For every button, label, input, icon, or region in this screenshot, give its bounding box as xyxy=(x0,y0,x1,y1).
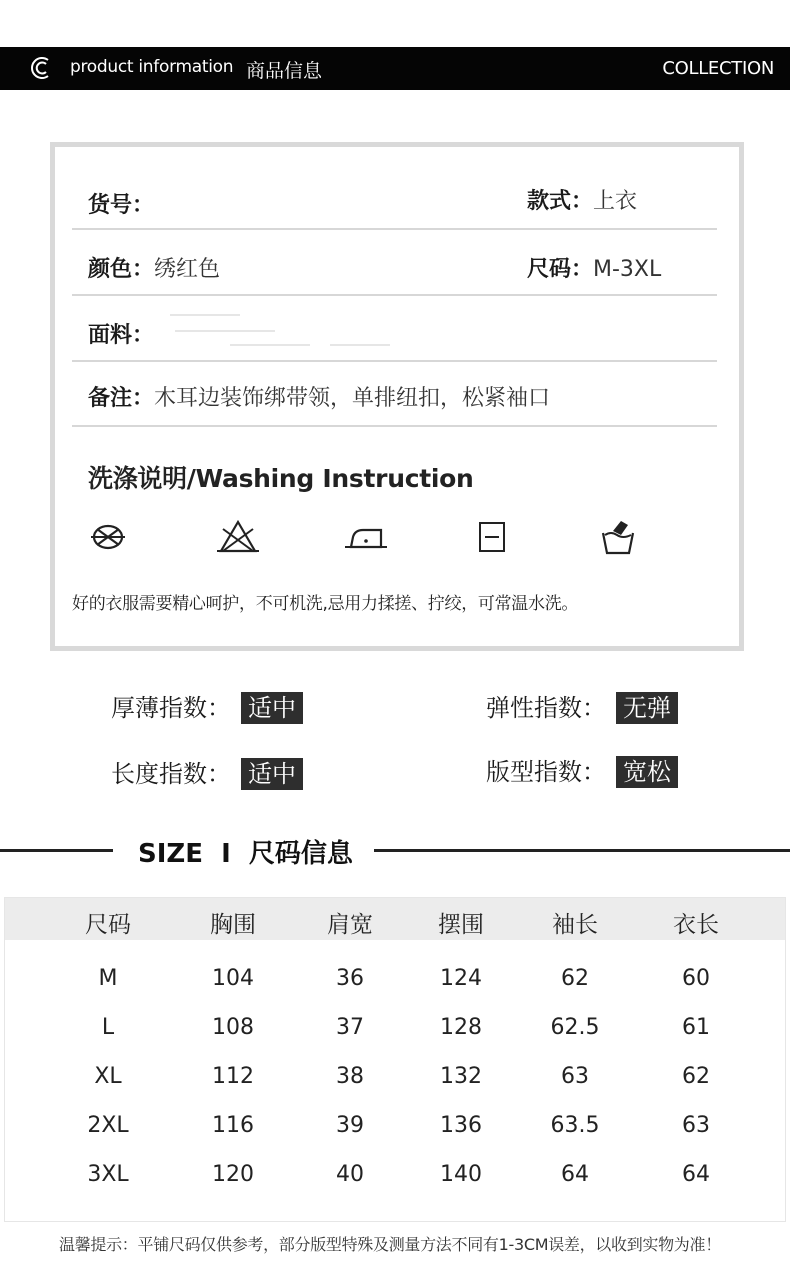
brand-logo-icon xyxy=(29,55,55,81)
size-label: 尺码： xyxy=(527,257,594,282)
size-title-left-rule xyxy=(0,849,113,852)
fit-label: 版型指数： xyxy=(486,758,606,786)
header-english-title: product information xyxy=(70,57,234,77)
color-value: 绣红色 xyxy=(154,257,221,282)
table-cell: 108 xyxy=(212,1015,254,1040)
table-cell: 116 xyxy=(212,1113,254,1138)
info-row-color-size xyxy=(72,230,717,296)
header-chinese-title: 商品信息 xyxy=(246,60,323,82)
column-header: 袖长 xyxy=(552,912,598,938)
info-row-fabric xyxy=(72,296,717,362)
thickness-badge: 适中 xyxy=(241,692,303,724)
table-cell: 112 xyxy=(212,1064,254,1089)
table-cell: 36 xyxy=(336,966,364,991)
fabric-value-blurred xyxy=(170,310,410,346)
fit-index xyxy=(486,752,678,788)
length-label: 长度指数： xyxy=(111,760,231,788)
thickness-index xyxy=(111,688,303,724)
table-cell: 64 xyxy=(561,1162,589,1187)
table-cell: 60 xyxy=(682,966,710,991)
table-cell: 62.5 xyxy=(550,1015,600,1040)
iron-icon xyxy=(343,517,389,557)
table-cell: 140 xyxy=(440,1162,482,1187)
table-cell: 63 xyxy=(561,1064,589,1089)
hand-wash-icon xyxy=(595,517,641,557)
table-cell: 136 xyxy=(440,1113,482,1138)
table-cell: 37 xyxy=(336,1015,364,1040)
column-header: 摆围 xyxy=(438,912,484,938)
fabric-label: 面料： xyxy=(88,323,155,348)
style-label: 款式： xyxy=(527,189,594,214)
elasticity-index xyxy=(486,688,678,724)
header-bar xyxy=(0,47,790,90)
column-header: 尺码 xyxy=(85,912,131,938)
thickness-label: 厚薄指数： xyxy=(111,694,231,722)
size-table-header xyxy=(5,898,785,940)
table-cell: 64 xyxy=(682,1162,710,1187)
table-cell: 63.5 xyxy=(550,1113,600,1138)
table-cell: 124 xyxy=(440,966,482,991)
header-collection-label: COLLECTION xyxy=(662,58,774,79)
column-header: 胸围 xyxy=(210,912,256,938)
color-label: 颜色： xyxy=(88,257,155,282)
table-cell: 61 xyxy=(682,1015,710,1040)
item-no-label: 货号： xyxy=(88,193,155,218)
table-cell: 104 xyxy=(212,966,254,991)
washing-note: 好的衣服需要精心呵护，不可机洗,忌用力揉搓、拧绞，可常温水洗。 xyxy=(72,594,579,614)
notes-label: 备注： xyxy=(88,386,155,411)
table-cell: XL xyxy=(94,1064,122,1089)
style-value: 上衣 xyxy=(593,189,638,214)
table-cell: 39 xyxy=(336,1113,364,1138)
table-cell: 62 xyxy=(682,1064,710,1089)
size-title-right-rule xyxy=(374,849,790,852)
product-info-box xyxy=(50,142,744,651)
size-table xyxy=(4,897,786,1222)
table-cell: M xyxy=(98,966,118,991)
table-cell: 128 xyxy=(440,1015,482,1040)
table-cell: 132 xyxy=(440,1064,482,1089)
size-value: M-3XL xyxy=(593,257,662,282)
length-index xyxy=(111,754,303,790)
table-cell: 62 xyxy=(561,966,589,991)
table-cell: 120 xyxy=(212,1162,254,1187)
table-cell: L xyxy=(101,1015,115,1040)
no-bleach-icon xyxy=(215,517,261,557)
elasticity-badge: 无弹 xyxy=(616,692,678,724)
length-badge: 适中 xyxy=(241,758,303,790)
no-wash-icon xyxy=(85,517,131,557)
info-row-notes xyxy=(72,361,717,427)
table-cell: 38 xyxy=(336,1064,364,1089)
footer-note: 温馨提示：平铺尺码仅供参考，部分版型特殊及测量方法不同有1-3CM误差，以收到实物为准！ xyxy=(59,1235,721,1254)
washing-icons xyxy=(85,517,685,563)
column-header: 肩宽 xyxy=(327,912,373,938)
washing-title: 洗涤说明/Washing Instruction xyxy=(88,464,474,493)
table-cell: 3XL xyxy=(87,1162,129,1187)
fit-badge: 宽松 xyxy=(616,756,678,788)
info-row-item-style xyxy=(72,164,717,230)
table-cell: 2XL xyxy=(87,1113,129,1138)
table-cell: 40 xyxy=(336,1162,364,1187)
notes-value: 木耳边装饰绑带领，单排纽扣，松紧袖口 xyxy=(154,386,551,411)
table-cell: 63 xyxy=(682,1113,710,1138)
column-header: 衣长 xyxy=(673,912,719,938)
size-section-title: SIZE I 尺码信息 xyxy=(138,839,353,869)
elasticity-label: 弹性指数： xyxy=(486,694,606,722)
line-dry-icon xyxy=(469,517,515,557)
